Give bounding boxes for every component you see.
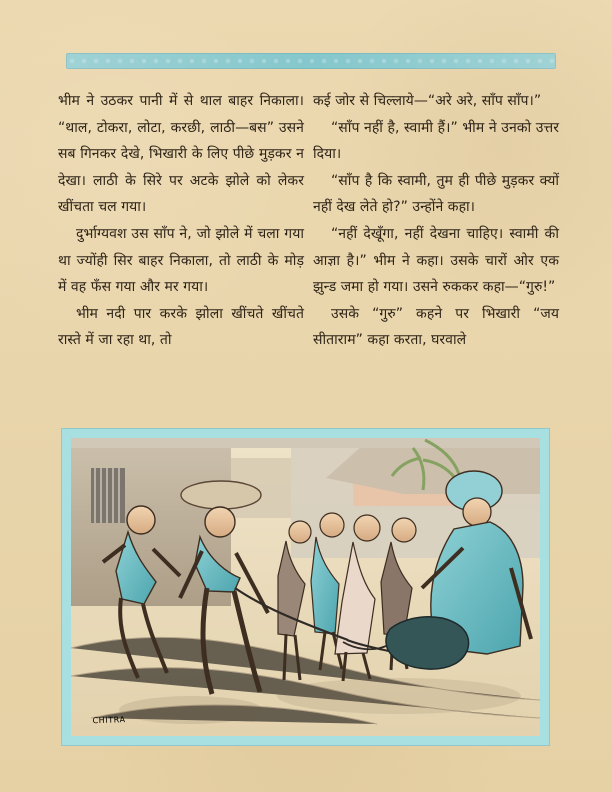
illustration-signature: CHITRA — [92, 715, 126, 726]
right-story-column — [313, 88, 559, 354]
left-paragraph-1: भीम ने उठकर पानी में से थाल बाहर निकाला। “थाल, टोकरा, लोटा, करछी, लाठी—बस” उसने सब गिनकर देखे, भिखारी के लिए पीछे मुड़कर न देखा। लाठी के सिरे पर अटके झोले को लेकर खींचता चल गया। — [58, 93, 304, 216]
right-paragraph-1: कई जोर से चिल्लाये—“अरे अरे, साँप साँप।” — [313, 93, 542, 109]
story-illustration — [71, 438, 540, 736]
right-paragraph-5: उसके “गुरु” कहने पर भिखारी “जय सीताराम” कहा करता, घरवाले — [313, 305, 559, 349]
left-paragraph-3: भीम नदी पार करके झोला खींचते खींचते रास्ते में जा रहा था, तो — [58, 305, 304, 349]
illustration-frame — [61, 428, 550, 746]
left-story-column — [58, 88, 304, 354]
left-paragraph-2: दुर्भाग्यवश उस साँप ने, जो झोले में चला गया था ज्योंही सिर बाहर निकाला, तो लाठी के मोड़ में वह फँस गया और मर गया। — [58, 225, 304, 296]
right-paragraph-3: “साँप है कि स्वामी, तुम ही पीछे मुड़कर क्यों नहीं देख लेते हो?” उन्होंने कहा। — [313, 172, 559, 216]
top-ornament — [66, 53, 556, 69]
street-scene-illustration — [71, 438, 540, 736]
right-paragraph-2: “साँप नहीं है, स्वामी हैं।” भीम ने उनको उत्तर दिया। — [313, 119, 559, 163]
right-paragraph-4: “नहीं देखूँगा, नहीं देखना चाहिए। स्वामी की आज्ञा है।” भीम ने कहा। उसके चारों ओर एक झुन्ड जमा हो गया। उसने रुककर कहा—“गुरु!” — [313, 225, 559, 296]
